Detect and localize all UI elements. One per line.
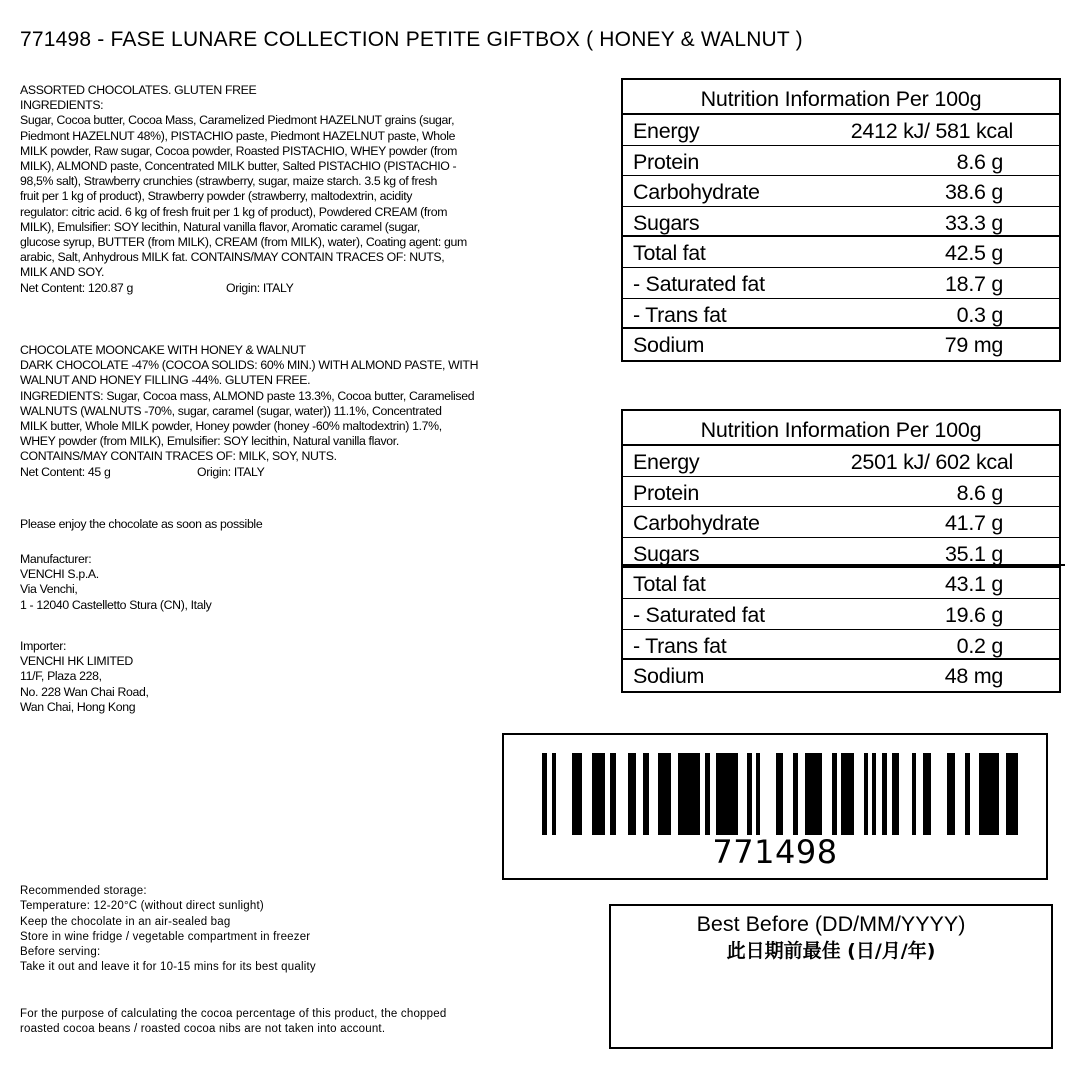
text-line: Keep the chocolate in an air-sealed bag: [20, 915, 231, 928]
origin: Origin: ITALY: [226, 280, 294, 295]
row-label: Sugars: [633, 541, 700, 566]
text-line: For the purpose of calculating the cocoa percentage of this product, the chopped: [20, 1008, 447, 1020]
text-line: Sugar, Cocoa butter, Cocoa Mass, Caramelized Piedmont HAZELNUT grains (sugar,: [20, 113, 455, 128]
best-before-label-chinese: 此日期前最佳 (日/月/年): [726, 940, 936, 962]
row-label: Sodium: [633, 664, 705, 689]
nutrition-header: Nutrition Information Per 100g: [623, 411, 1059, 446]
net-origin-line: [20, 281, 610, 296]
row-value: 2501 kJ/ 602 kcal: [850, 450, 1013, 474]
nutrition-row: [623, 146, 1059, 177]
text-line: 11/F, Plaza 228,: [20, 669, 102, 684]
row-label: - Saturated fat: [633, 271, 765, 296]
nutrition-table-1: [621, 78, 1061, 362]
text-line: Importer:: [20, 639, 67, 653]
nutrition-row: [623, 660, 1059, 691]
product1-ingredients: [20, 83, 610, 296]
row-value: 38.6 g: [945, 180, 1003, 205]
text-line: INGREDIENTS:: [20, 98, 104, 113]
row-value: 42.5 g: [945, 241, 1003, 266]
nutrition-row: [623, 176, 1059, 207]
row-value: 33.3 g: [945, 210, 1003, 235]
text-line: MILK butter, Whole MILK powder, Honey powder (honey -60% maltodextrin) 1.7%,: [20, 419, 442, 434]
barcode-box: [502, 733, 1048, 880]
net-content: Net Content: 45 g: [20, 464, 111, 479]
nutrition-row: [623, 115, 1059, 146]
nutrition-row: [623, 630, 1059, 661]
row-value: 8.6 g: [956, 149, 1003, 174]
text-line: WALNUTS (WALNUTS -70%, sugar, caramel (sugar, water)) 11.1%, Concentrated: [20, 403, 442, 418]
row-label: - Saturated fat: [633, 602, 765, 627]
nutrition-row: [623, 299, 1059, 330]
best-before-box: [609, 904, 1053, 1049]
nutrition-row: [623, 237, 1059, 268]
text-line: Wan Chai, Hong Kong: [20, 699, 136, 714]
row-value: 48 mg: [944, 664, 1003, 689]
row-label: Sugars: [633, 210, 700, 235]
text-line: arabic, Salt, Anhydrous MILK fat. CONTAINS/MAY CONTAIN TRACES OF: NUTS,: [20, 250, 445, 265]
enjoy-note: Please enjoy the chocolate as soon as possible: [20, 517, 263, 531]
text-line: Piedmont HAZELNUT 48%), PISTACHIO paste, Piedmont HAZELNUT paste, Whole: [20, 128, 456, 143]
nutrition-row: [623, 568, 1059, 599]
net-origin-line: [20, 465, 610, 480]
row-label: Energy: [633, 450, 700, 474]
manufacturer-block: [20, 552, 610, 613]
best-before-label: Best Before (DD/MM/YYYY): [696, 912, 966, 936]
text-line: CHOCOLATE MOONCAKE WITH HONEY & WALNUT: [20, 343, 306, 357]
text-line: 1 - 12040 Castelletto Stura (CN), Italy: [20, 597, 212, 612]
origin: Origin: ITALY: [197, 464, 265, 479]
nutrition-row: [623, 268, 1059, 299]
row-value: 35.1 g: [945, 541, 1003, 566]
nutrition-row: [623, 446, 1059, 477]
text-line: glucose syrup, BUTTER (from MILK), CREAM (from MILK), water), Coating agent: gum: [20, 235, 467, 250]
barcode-number: 771498: [712, 833, 838, 871]
nutrition-row: [623, 507, 1059, 538]
barcode-bars-icon: [540, 753, 1020, 835]
nutrition-row: [623, 207, 1059, 238]
row-value: 0.3 g: [956, 302, 1003, 327]
row-label: - Trans fat: [633, 633, 727, 658]
text-line: MILK AND SOY.: [20, 265, 105, 280]
text-line: Store in wine fridge / vegetable compartment in freezer: [20, 930, 311, 943]
row-value: 8.6 g: [956, 480, 1003, 505]
text-line: MILK), Emulsifier: SOY lecithin, Natural vanilla flavor, Aromatic caramel (sugar,: [20, 219, 420, 234]
net-content: Net Content: 120.87 g: [20, 280, 133, 295]
text-line: 98,5% salt), Strawberry crunchies (strawberry, sugar, maize starch. 3.5 kg of fresh: [20, 174, 437, 189]
text-line: VENCHI S.p.A.: [20, 567, 99, 582]
nutrition-row: [623, 477, 1059, 508]
row-value: 2412 kJ/ 581 kcal: [850, 119, 1013, 143]
text-line: MILK powder, Raw sugar, Cocoa powder, Roasted PISTACHIO, WHEY powder (from: [20, 143, 458, 158]
text-line: CONTAINS/MAY CONTAIN TRACES OF: MILK, SOY, NUTS.: [20, 449, 337, 464]
nutrition-row: [623, 329, 1059, 360]
row-value: 0.2 g: [956, 633, 1003, 658]
storage-block: [20, 884, 580, 976]
cocoa-note: [20, 1007, 580, 1038]
product-title: 771498 - FASE LUNARE COLLECTION PETITE GIFTBOX ( HONEY & WALNUT ): [20, 28, 803, 51]
row-label: Carbohydrate: [633, 180, 760, 205]
nutrition-header: Nutrition Information Per 100g: [623, 80, 1059, 115]
text-line: VENCHI HK LIMITED: [20, 654, 133, 669]
product2-ingredients: [20, 343, 610, 480]
nutrition-table-2: [621, 409, 1061, 693]
row-value: 19.6 g: [945, 602, 1003, 627]
text-line: ASSORTED CHOCOLATES. GLUTEN FREE: [20, 83, 257, 97]
row-value: 18.7 g: [945, 271, 1003, 296]
row-label: Protein: [633, 149, 700, 174]
text-line: WALNUT AND HONEY FILLING -44%. GLUTEN FREE.: [20, 373, 311, 388]
text-line: Recommended storage:: [20, 885, 147, 897]
row-label: Total fat: [633, 241, 706, 266]
text-line: Via Venchi,: [20, 582, 78, 597]
row-label: Protein: [633, 480, 700, 505]
text-line: fruit per 1 kg of product), Strawberry powder (strawberry, maltodextrin, acidity: [20, 189, 413, 204]
text-line: DARK CHOCOLATE -47% (COCOA SOLIDS: 60% MIN.) WITH ALMOND PASTE, WITH: [20, 358, 479, 373]
text-line: MILK), ALMOND paste, Concentrated MILK butter, Salted PISTACHIO (PISTACHIO -: [20, 159, 457, 174]
row-label: - Trans fat: [633, 302, 727, 327]
text-line: roasted cocoa beans / roasted cocoa nibs are not taken into account.: [20, 1023, 386, 1036]
text-line: INGREDIENTS: Sugar, Cocoa mass, ALMOND paste 13.3%, Cocoa butter, Caramelised: [20, 388, 475, 403]
text-line: Take it out and leave it for 10-15 mins for its best quality: [20, 961, 316, 974]
table-overline: [621, 564, 1065, 566]
row-value: 79 mg: [944, 333, 1003, 358]
text-line: Before serving:: [20, 946, 101, 959]
text-line: regulator: citric acid. 6 kg of fresh fruit per 1 kg of product), Powdered CREAM (from: [20, 204, 448, 219]
nutrition-row: [623, 599, 1059, 630]
row-label: Energy: [633, 119, 700, 143]
text-line: Temperature: 12-20°C (without direct sunlight): [20, 900, 264, 913]
text-line: No. 228 Wan Chai Road,: [20, 684, 149, 699]
importer-block: [20, 639, 610, 715]
text-line: WHEY powder (from MILK), Emulsifier: SOY lecithin, Natural vanilla flavor.: [20, 434, 399, 449]
row-label: Sodium: [633, 333, 705, 358]
row-value: 43.1 g: [945, 572, 1003, 597]
row-label: Carbohydrate: [633, 511, 760, 536]
row-label: Total fat: [633, 572, 706, 597]
text-line: Manufacturer:: [20, 552, 92, 566]
row-value: 41.7 g: [945, 511, 1003, 536]
